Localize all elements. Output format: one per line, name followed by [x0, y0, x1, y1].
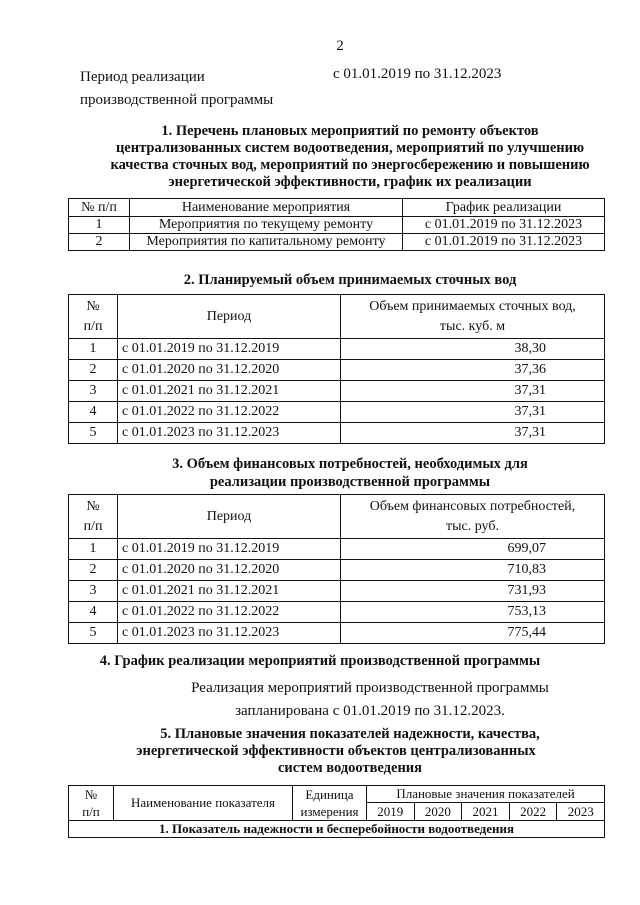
col-header-num: [69, 495, 118, 539]
table-header-row: [69, 295, 605, 339]
row-value: 710,83: [341, 560, 605, 581]
measures-table: [68, 198, 605, 251]
row-value: 753,13: [341, 602, 605, 623]
row-num: 5: [69, 423, 118, 444]
row-value: 699,07: [341, 539, 605, 560]
section1-title: [60, 123, 640, 191]
page-number: 2: [336, 38, 344, 54]
period-label: [80, 66, 273, 112]
col-header-period: Период: [118, 495, 341, 539]
wastewater-volume-table: [68, 294, 605, 444]
col-header-value: [341, 495, 605, 539]
col-header-name: Наименование мероприятия: [130, 199, 403, 217]
section4-text-line1: Реализация мероприятий производственной программы: [191, 680, 549, 696]
row-value: 37,31: [341, 402, 605, 423]
reliability-subheading: 1. Показатель надежности и бесперебойности водоотведения: [69, 821, 605, 838]
row-num: 4: [69, 602, 118, 623]
section1-title-line: 1. Перечень плановых мероприятий по ремонту объектов: [161, 123, 539, 139]
section5-title-line1: 5. Плановые значения показателей надежности, качества,: [160, 726, 540, 742]
section5-title-line3: систем водоотведения: [277, 760, 423, 776]
table-row: [69, 539, 605, 560]
table-row: [69, 402, 605, 423]
row-schedule: с 01.01.2019 по 31.12.2023: [403, 217, 605, 234]
table-row: [69, 339, 605, 360]
section2-title: 2. Планируемый объем принимаемых сточных вод: [183, 272, 517, 288]
table-row: [69, 381, 605, 402]
col-header-num-line1: №: [86, 498, 100, 514]
col-header-num: № п/п: [69, 199, 130, 217]
row-num: 1: [69, 539, 118, 560]
col-header-num-line2: п/п: [82, 804, 100, 819]
period-value: с 01.01.2019 по 31.12.2023: [333, 66, 502, 82]
col-header-value-line1: Объем финансовых потребностей,: [369, 498, 576, 514]
row-period: с 01.01.2022 по 31.12.2022: [118, 602, 341, 623]
row-period: с 01.01.2022 по 31.12.2022: [118, 402, 341, 423]
section3-title: [60, 455, 640, 491]
table-row: [69, 217, 605, 234]
section3-title-line1: 3. Объем финансовых потребностей, необходимых для: [172, 456, 528, 472]
col-header-period: Период: [118, 295, 341, 339]
row-value: 775,44: [341, 623, 605, 644]
section1-title-line: качества сточных вод, мероприятий по энергосбережению и повышению: [110, 157, 590, 173]
table-row: [69, 602, 605, 623]
row-num: 2: [69, 234, 130, 251]
row-period: с 01.01.2021 по 31.12.2021: [118, 581, 341, 602]
row-value: 37,31: [341, 423, 605, 444]
row-period: с 01.01.2020 по 31.12.2020: [118, 560, 341, 581]
col-header-value-line1: Объем принимаемых сточных вод,: [369, 298, 576, 314]
col-header-year: 2022: [509, 803, 557, 821]
row-num: 1: [69, 339, 118, 360]
row-period: с 01.01.2023 по 31.12.2023: [118, 623, 341, 644]
row-num: 3: [69, 581, 118, 602]
table-subheading-row: [69, 821, 605, 838]
col-header-year: 2020: [414, 803, 462, 821]
col-header-unit-line2: измерения: [300, 804, 359, 819]
table-row: [69, 423, 605, 444]
col-header-year: 2021: [462, 803, 510, 821]
row-num: 2: [69, 360, 118, 381]
row-name: Мероприятия по капитальному ремонту: [130, 234, 403, 251]
table-row: [69, 234, 605, 251]
row-period: с 01.01.2019 по 31.12.2019: [118, 339, 341, 360]
col-header-num-line1: №: [84, 787, 98, 802]
section1-title-line: энергетической эффективности, график их реализации: [168, 174, 532, 190]
table-row: [69, 623, 605, 644]
row-num: 4: [69, 402, 118, 423]
col-header-num-line1: №: [86, 298, 100, 314]
row-num: 3: [69, 381, 118, 402]
row-value: 37,36: [341, 360, 605, 381]
col-header-value-line2: тыс. куб. м: [439, 318, 506, 334]
section5-title-line2: энергетической эффективности объектов централизованных: [136, 743, 536, 759]
row-period: с 01.01.2020 по 31.12.2020: [118, 360, 341, 381]
table-row: [69, 360, 605, 381]
col-header-num-line2: п/п: [83, 318, 103, 334]
section4-title: 4. График реализации мероприятий производственной программы: [99, 653, 541, 669]
col-header-unit: [293, 786, 367, 821]
row-period: с 01.01.2023 по 31.12.2023: [118, 423, 341, 444]
row-value: 731,93: [341, 581, 605, 602]
financial-needs-table: [68, 494, 605, 644]
row-num: 5: [69, 623, 118, 644]
col-header-unit-line1: Единица: [305, 787, 354, 802]
col-header-num: [69, 295, 118, 339]
col-header-value-line2: тыс. руб.: [446, 518, 499, 534]
table-header-row: [69, 199, 605, 217]
col-header-year: 2023: [557, 803, 605, 821]
row-period: с 01.01.2021 по 31.12.2021: [118, 381, 341, 402]
col-header-num: [69, 786, 114, 821]
row-period: с 01.01.2019 по 31.12.2019: [118, 539, 341, 560]
indicators-table: [68, 785, 605, 838]
row-num: 2: [69, 560, 118, 581]
period-label-line1: Период реализации: [80, 69, 205, 85]
row-name: Мероприятия по текущему ремонту: [130, 217, 403, 234]
col-header-name: Наименование показателя: [114, 786, 293, 821]
row-value: 38,30: [341, 339, 605, 360]
col-header-value: [341, 295, 605, 339]
row-value: 37,31: [341, 381, 605, 402]
table-header-row: [69, 786, 605, 803]
section4-text: [80, 677, 640, 723]
table-row: [69, 560, 605, 581]
col-header-schedule: График реализации: [403, 199, 605, 217]
section3-title-line2: реализации производственной программы: [209, 474, 491, 490]
col-header-num-line2: п/п: [83, 518, 103, 534]
section1-title-line: централизованных систем водоотведения, мероприятий по улучшению: [115, 140, 585, 156]
col-header-planned: Плановые значения показателей: [367, 786, 605, 803]
table-row: [69, 581, 605, 602]
row-schedule: с 01.01.2019 по 31.12.2023: [403, 234, 605, 251]
table-header-row: [69, 495, 605, 539]
col-header-year: 2019: [367, 803, 415, 821]
row-num: 1: [69, 217, 130, 234]
period-label-line2: производственной программы: [80, 92, 274, 108]
section5-title: [60, 726, 640, 777]
section4-text-line2: запланирована с 01.01.2019 по 31.12.2023.: [235, 703, 505, 719]
